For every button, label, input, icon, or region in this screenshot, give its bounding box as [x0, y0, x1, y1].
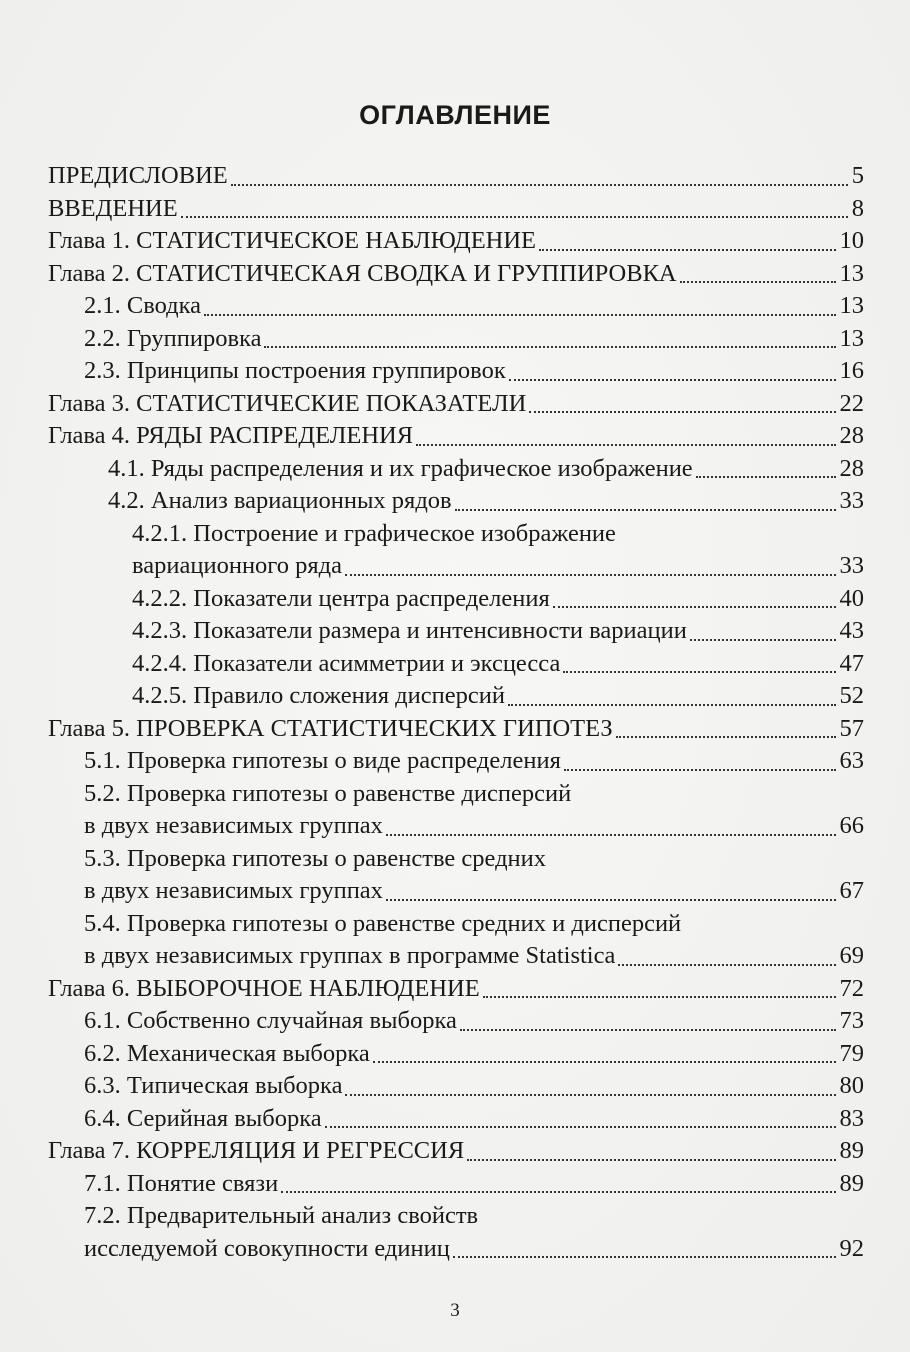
toc-entry	[48, 1070, 864, 1103]
toc-entry-title: Глава 4. РЯДЫ РАСПРЕДЕЛЕНИЯ	[48, 422, 414, 449]
toc-entry	[48, 713, 864, 746]
toc-entry-title: Глава 6. ВЫБОРОЧНОЕ НАБЛЮДЕНИЕ	[48, 974, 480, 1002]
toc-entry	[48, 1005, 864, 1038]
toc-entry-page: 43	[839, 617, 864, 644]
toc-entry-title: ПРЕДИСЛОВИЕ	[48, 162, 228, 189]
toc-entry-page: 22	[839, 389, 864, 417]
toc-entry-title: 4.2.2. Показатели центра распределения	[132, 584, 550, 612]
toc-entry-title: 6.2. Механическая выборка	[84, 1039, 370, 1067]
toc-entry-title: 7.1. Понятие связи	[84, 1169, 279, 1197]
toc-entry	[48, 323, 864, 356]
toc-entry-page: 52	[839, 682, 864, 709]
toc-entry-title: 2.2. Группировка	[84, 324, 262, 352]
toc-entry	[48, 973, 864, 1006]
toc-entry-title: в двух независимых группах	[84, 877, 383, 904]
toc-entry	[48, 615, 864, 648]
dot-leader	[696, 475, 836, 478]
dot-leader	[416, 443, 835, 446]
toc-entry-title: 5.2. Проверка гипотезы о равенстве дисперсий	[84, 779, 572, 807]
toc-entry-title: 4.2.1. Построение и графическое изображение	[132, 519, 616, 547]
dot-leader	[563, 670, 835, 673]
toc-entry	[48, 1233, 864, 1266]
toc-entry-page: 73	[839, 1007, 864, 1034]
dot-leader	[690, 638, 836, 641]
toc-entry	[48, 940, 864, 973]
toc-entry-page: 57	[839, 714, 864, 742]
dot-leader	[509, 378, 836, 381]
table-of-contents	[48, 160, 864, 1265]
toc-entry	[48, 875, 864, 908]
toc-entry-title: Глава 5. ПРОВЕРКА СТАТИСТИЧЕСКИХ ГИПОТЕЗ	[48, 714, 613, 742]
toc-entry-page: 83	[839, 1104, 864, 1132]
toc-entry	[48, 810, 864, 843]
toc-entry-title: 4.2.3. Показатели размера и интенсивности вариации	[132, 617, 687, 644]
toc-entry-page: 92	[839, 1234, 864, 1262]
toc-entry	[48, 908, 864, 941]
toc-entry	[48, 160, 864, 193]
toc-entry-page: 10	[839, 227, 864, 254]
dot-leader	[529, 410, 835, 413]
dot-leader	[553, 605, 836, 608]
dot-leader	[508, 703, 836, 706]
toc-entry	[48, 583, 864, 616]
toc-entry	[48, 1038, 864, 1071]
toc-entry-page: 40	[839, 584, 864, 612]
dot-leader	[483, 995, 836, 998]
dot-leader	[386, 833, 836, 836]
toc-entry	[48, 518, 864, 551]
dot-leader	[204, 313, 835, 316]
toc-entry-page: 8	[851, 194, 864, 222]
toc-entry-title: 4.2.5. Правило сложения дисперсий	[132, 682, 505, 709]
toc-entry-page: 13	[839, 324, 864, 352]
toc-entry-title: Глава 2. СТАТИСТИЧЕСКАЯ СВОДКА И ГРУППИРОВКА	[48, 259, 677, 287]
toc-entry	[48, 1135, 864, 1168]
toc-entry-title: 4.1. Ряды распределения и их графическое изображение	[108, 454, 693, 482]
dot-leader	[264, 345, 835, 348]
toc-entry-page: 72	[839, 974, 864, 1002]
toc-entry-title: 4.2. Анализ вариационных рядов	[108, 487, 452, 514]
toc-entry-page: 79	[839, 1039, 864, 1067]
toc-entry	[48, 225, 864, 258]
toc-entry	[48, 485, 864, 518]
toc-entry-title: в двух независимых группах в программе Statistica	[84, 942, 616, 969]
page-title: ОГЛАВЛЕНИЕ	[359, 100, 551, 130]
toc-entry	[48, 1200, 864, 1233]
toc-entry-page: 67	[839, 877, 864, 904]
toc-entry	[48, 1103, 864, 1136]
toc-entry	[48, 290, 864, 323]
dot-leader	[539, 248, 835, 251]
toc-entry-page: 89	[839, 1137, 864, 1164]
page-number: 3	[450, 1300, 460, 1321]
dot-leader	[453, 1255, 836, 1258]
toc-entry-page: 47	[839, 649, 864, 677]
toc-entry-title: вариационного ряда	[132, 552, 342, 579]
toc-entry	[48, 453, 864, 486]
toc-entry-title: 5.1. Проверка гипотезы о виде распределения	[84, 747, 561, 774]
dot-leader	[618, 963, 835, 966]
toc-entry-title: 6.3. Типическая выборка	[84, 1072, 343, 1099]
toc-entry-title: Глава 3. СТАТИСТИЧЕСКИЕ ПОКАЗАТЕЛИ	[48, 389, 527, 417]
toc-entry	[48, 745, 864, 778]
toc-entry-page: 5	[851, 162, 864, 189]
toc-entry-title: 2.3. Принципы построения группировок	[84, 357, 506, 384]
toc-entry	[48, 778, 864, 811]
dot-leader	[373, 1060, 836, 1063]
toc-entry-page: 13	[839, 259, 864, 287]
dot-leader	[564, 768, 836, 771]
toc-entry-page: 28	[839, 454, 864, 482]
toc-entry-title: ВВЕДЕНИЕ	[48, 194, 178, 222]
toc-entry	[48, 355, 864, 388]
toc-entry-page: 66	[839, 812, 864, 839]
toc-entry	[48, 1168, 864, 1201]
toc-entry	[48, 193, 864, 226]
toc-entry	[48, 550, 864, 583]
dot-leader	[281, 1190, 835, 1193]
toc-entry	[48, 648, 864, 681]
toc-entry-page: 89	[839, 1169, 864, 1197]
toc-entry-title: 5.4. Проверка гипотезы о равенстве средних и дисперсий	[84, 909, 682, 937]
toc-entry-title: в двух независимых группах	[84, 812, 383, 839]
dot-leader	[325, 1125, 836, 1128]
toc-entry-title: 7.2. Предварительный анализ свойств	[84, 1202, 479, 1229]
toc-entry-page: 13	[839, 292, 864, 319]
toc-entry-page: 80	[839, 1072, 864, 1099]
dot-leader	[231, 183, 848, 186]
dot-leader	[460, 1028, 836, 1031]
toc-entry-title: 6.1. Собственно случайная выборка	[84, 1007, 457, 1034]
toc-entry-title: 5.3. Проверка гипотезы о равенстве средних	[84, 844, 547, 872]
toc-entry-title: исследуемой совокупности единиц	[84, 1234, 450, 1262]
dot-leader	[345, 1093, 835, 1096]
toc-entry	[48, 680, 864, 713]
dot-leader	[386, 898, 836, 901]
toc-entry-title: Глава 1. СТАТИСТИЧЕСКОЕ НАБЛЮДЕНИЕ	[48, 227, 537, 254]
toc-entry-page: 63	[839, 747, 864, 774]
dot-leader	[455, 508, 836, 511]
dot-leader	[345, 573, 836, 576]
toc-entry-page: 16	[839, 357, 864, 384]
toc-entry-page: 33	[839, 487, 864, 514]
toc-entry	[48, 388, 864, 421]
toc-entry	[48, 843, 864, 876]
toc-entry-title: Глава 7. КОРРЕЛЯЦИЯ И РЕГРЕССИЯ	[48, 1137, 465, 1164]
dot-leader	[680, 280, 836, 283]
toc-entry-page: 28	[839, 422, 864, 449]
dot-leader	[181, 215, 848, 218]
toc-entry-page: 69	[839, 942, 864, 969]
toc-entry	[48, 258, 864, 291]
dot-leader	[467, 1158, 835, 1161]
toc-entry	[48, 420, 864, 453]
toc-entry-title: 4.2.4. Показатели асимметрии и эксцесса	[132, 649, 561, 677]
toc-entry-page: 33	[839, 552, 864, 579]
toc-entry-title: 2.1. Сводка	[84, 292, 202, 319]
toc-entry-title: 6.4. Серийная выборка	[84, 1104, 322, 1132]
dot-leader	[616, 735, 836, 738]
